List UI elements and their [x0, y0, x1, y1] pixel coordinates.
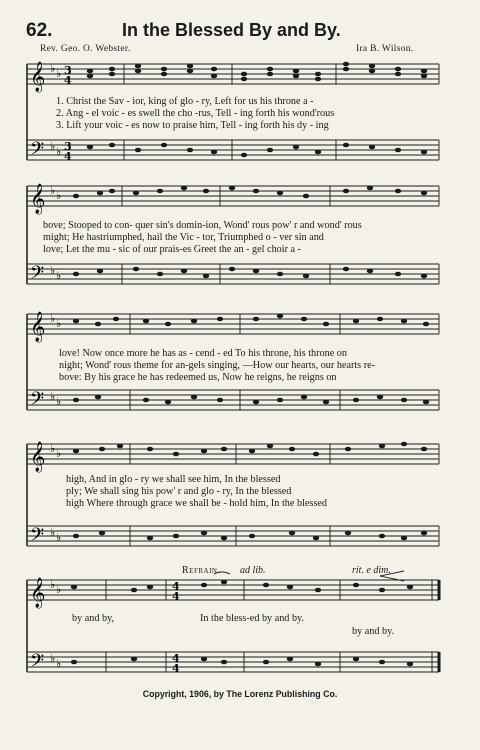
svg-text:♭: ♭ [56, 145, 62, 158]
refrain-label: Refrain. [182, 565, 221, 576]
svg-text:4: 4 [172, 662, 180, 675]
lyric-line: 2. Ang - el voic - es swell the cho -rus, Tell - ing forth his wond'rous [56, 108, 335, 119]
hymn-number: 62. [26, 20, 53, 41]
copyright-notice: Copyright, 1906, by The Lorenz Publishing Co. [142, 689, 338, 699]
lyric-line: high, And in glo - ry we shall see him, In the blessed [66, 474, 281, 485]
svg-text:♭: ♭ [50, 578, 56, 591]
svg-text:𝄢: 𝄢 [30, 389, 45, 414]
lyric-line: love! Now once more he has as - cend - ed To his throne, his throne on [59, 348, 347, 359]
svg-text:𝄢: 𝄢 [30, 651, 45, 676]
svg-text:♭: ♭ [50, 140, 56, 153]
svg-text:𝄞: 𝄞 [30, 62, 46, 92]
svg-text:♭: ♭ [56, 657, 62, 670]
svg-text:♭: ♭ [50, 184, 56, 197]
svg-text:4: 4 [172, 580, 180, 593]
svg-text:4: 4 [172, 652, 180, 665]
svg-text:♭: ♭ [50, 264, 56, 277]
svg-text:𝄢: 𝄢 [30, 263, 45, 288]
svg-text:♭: ♭ [56, 317, 62, 330]
svg-text:𝄢: 𝄢 [30, 139, 45, 164]
rit-direction: rit. e dim. [352, 565, 391, 576]
lyric-line: love; Let the mu - sic of our prais-es Greet the an - gel choir a - [43, 244, 301, 255]
music-system-5-refrain [0, 560, 480, 688]
svg-text:♭: ♭ [56, 531, 62, 544]
music-system-1 [0, 56, 480, 190]
lyric-line: 3. Lift your voic - es now to praise him, Tell - ing forth his dy - ing [56, 120, 329, 131]
svg-text:♭: ♭ [56, 583, 62, 596]
svg-text:𝄞: 𝄞 [30, 312, 46, 342]
composer-credit: Ira B. Wilson. [356, 44, 414, 54]
svg-text:♭: ♭ [50, 442, 56, 455]
svg-text:♭: ♭ [56, 447, 62, 460]
ad-lib-direction: ad lib. [240, 565, 266, 576]
svg-text:3: 3 [64, 64, 72, 77]
svg-text:𝄞: 𝄞 [30, 578, 46, 608]
svg-text:♭: ♭ [50, 652, 56, 665]
lyric-line: bove; Stooped to con- quer sin's domin-ion, Wond' rous pow' r and wond' rous [43, 220, 362, 231]
music-system-2 [0, 178, 480, 306]
lyric-line: might; He hastriumphed, hail the Vic - tor, Triumphed o - ver sin and [43, 232, 324, 243]
svg-text:4: 4 [64, 74, 72, 87]
svg-text:♭: ♭ [50, 62, 56, 75]
svg-text:𝄞: 𝄞 [30, 442, 46, 472]
lyricist-credit: Rev. Geo. O. Webster. [40, 44, 131, 54]
lyric-line: bove: By his grace he has redeemed us, Now he reigns, he reigns on [59, 372, 337, 383]
svg-text:♭: ♭ [56, 269, 62, 282]
svg-text:3: 3 [64, 140, 72, 153]
lyric-line: 1. Christ the Sav - ior, king of glo - ry, Left for us his throne a - [56, 96, 314, 107]
svg-text:𝄢: 𝄢 [30, 525, 45, 550]
lyric-line: In the bless-ed by and by. [200, 613, 305, 624]
hymn-title: In the Blessed By and By. [122, 20, 341, 40]
svg-text:♭: ♭ [50, 390, 56, 403]
svg-text:♭: ♭ [56, 395, 62, 408]
music-system-4 [0, 430, 480, 570]
lyric-line: by and by. [352, 626, 395, 637]
notation-staff-5 [0, 560, 480, 688]
svg-text:4: 4 [64, 150, 72, 163]
lyric-line: high Where through grace we shall be - hold him, In the blessed [66, 498, 327, 509]
svg-text:4: 4 [172, 590, 180, 603]
music-system-3 [0, 306, 480, 430]
svg-text:♭: ♭ [56, 67, 62, 80]
svg-text:♭: ♭ [50, 526, 56, 539]
lyric-line: ply; We shall sing his pow' r and glo - ry, In the blessed [66, 486, 292, 497]
lyric-line: by and by, [72, 613, 115, 624]
lyric-line: night; Wond' rous theme for an-gels singing, —How our hearts, our hearts re- [59, 360, 376, 371]
svg-text:♭: ♭ [50, 312, 56, 325]
svg-text:𝄞: 𝄞 [30, 184, 46, 214]
svg-text:♭: ♭ [56, 189, 62, 202]
